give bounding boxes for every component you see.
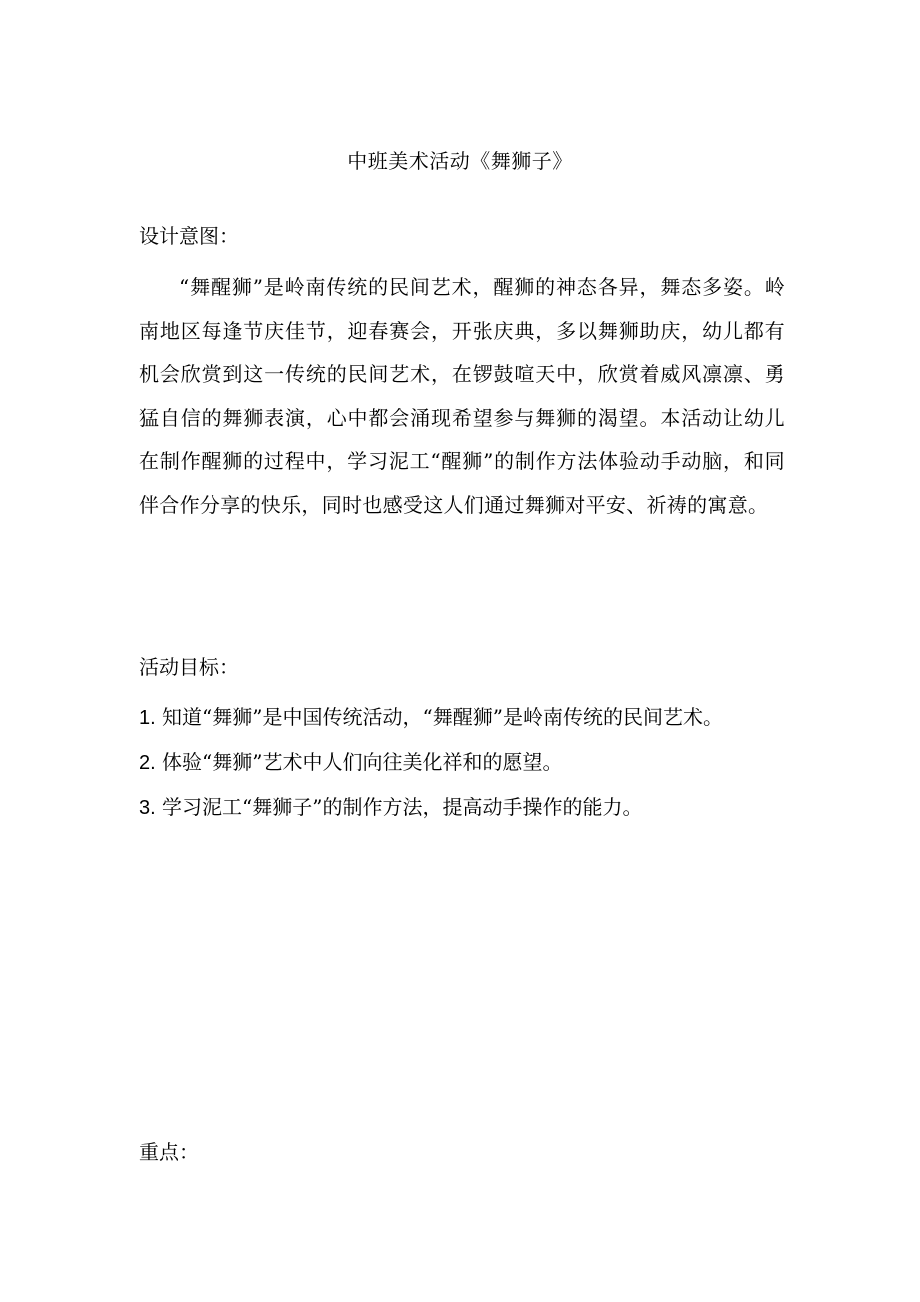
goal-item-2 [139, 747, 819, 778]
goal-number: 2. [139, 752, 156, 774]
goal-number: 1. [139, 707, 156, 729]
goal-item-3 [139, 792, 819, 823]
goal-text: 体验“舞狮”艺术中人们向往美化祥和的愿望。 [162, 750, 563, 774]
goal-item-1 [139, 702, 819, 733]
key-points-heading: 重点： [139, 1140, 199, 1164]
design-intent-heading: 设计意图： [139, 224, 239, 248]
design-intent-paragraph: “舞醒狮”是岭南传统的民间艺术，醒狮的神态各异，舞态多姿。岭南地区每逢节庆佳节，迎春赛会，开张庆典，多以舞狮助庆，幼儿都有机会欣赏到这一传统的民间艺术，在锣鼓喧天中，欣赏着威风凛凛、勇猛自信的舞狮表演，心中都会涌现希望参与舞狮的渴望。本活动让幼儿在制作醒狮的过程中，学习泥工“醒狮”的制作方法体验动手动脑，和同伴合作分享的快乐，同时也感受这人们通过舞狮对平安、祈祷的寓意。 [139, 275, 785, 517]
goal-number: 3. [139, 797, 156, 819]
goal-text: 学习泥工“舞狮子”的制作方法，提高动手操作的能力。 [162, 795, 643, 819]
goals-heading: 活动目标： [139, 655, 239, 679]
document-title: 中班美术活动《舞狮子》 [347, 149, 573, 173]
goal-text: 知道“舞狮”是中国传统活动，“舞醒狮”是岭南传统的民间艺术。 [162, 705, 723, 729]
